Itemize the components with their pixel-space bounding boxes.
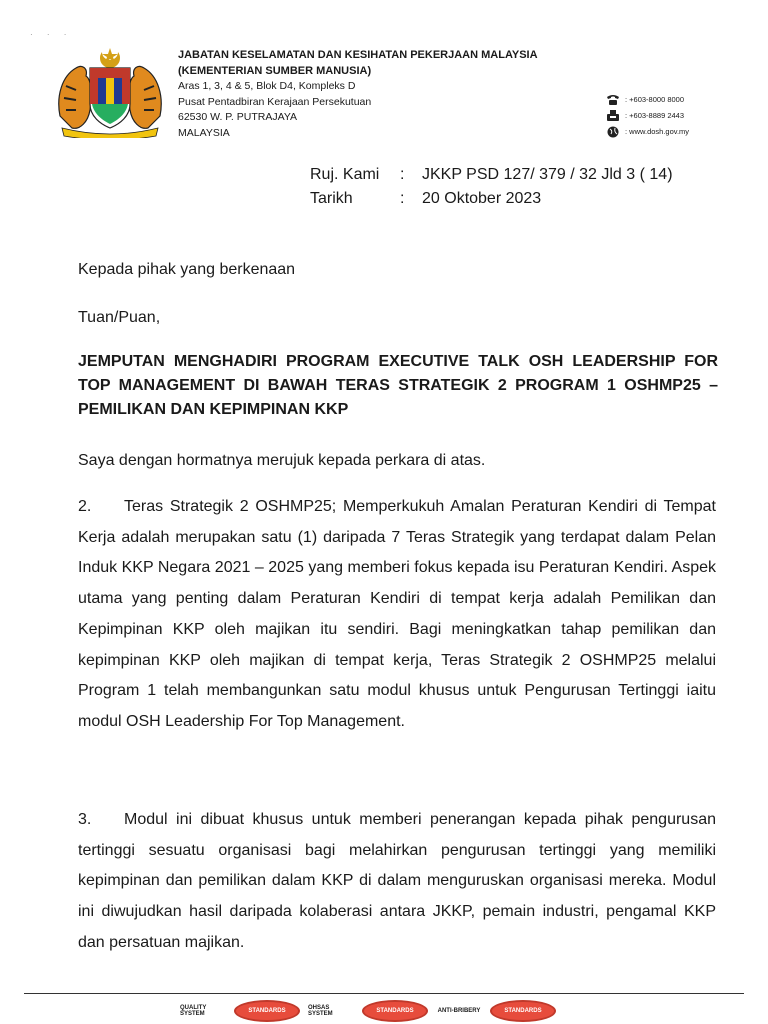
reference-label: Ruj. Kami xyxy=(310,166,380,183)
salutation: Tuan/Puan, xyxy=(78,309,161,326)
reference-number: JKKP PSD 127/ 379 / 32 Jld 3 ( 14) xyxy=(422,166,673,183)
paragraph-number: 3. xyxy=(78,811,92,828)
paragraph-2 xyxy=(78,492,716,738)
intro-paragraph: Saya dengan hormatnya merujuk kepada perkara di atas. xyxy=(78,452,486,469)
footer-divider xyxy=(24,993,744,994)
standards-logo: STANDARDS xyxy=(362,1000,428,1022)
date-row xyxy=(310,187,673,211)
reference-block xyxy=(310,163,673,211)
contact-block xyxy=(606,92,689,140)
scan-specks: · · · xyxy=(30,30,73,39)
paragraph-text: Teras Strategik 2 OSHMP25; Memperkukuh Amalan Peraturan Kendiri di Tempat Kerja adalah merupakan satu (1) daripada 7 Teras Strategik yang terdapat dalam Pelan Induk KKP Negara 2021 – 2025 yang memberi fokus kepada isu Peraturan Kendiri. Aspek utama yang penting dalam Peraturan Kendiri di tempat kerja adalah Pemilikan dan Kepimpinan KKP oleh majikan itu sendiri. Bagi meningkatkan tahap pemilikan dan kepimpinan KKP oleh majikan di tempat kerja, Teras Strategik 2 OSHMP25 melalui Program 1 telah membangunkan satu modul khusus untuk Pengurusan Tertinggi iaitu modul OSH Leadership For Top Management. xyxy=(78,498,716,730)
fax-row xyxy=(606,108,689,124)
address-line: 62530 W. P. PUTRAJAYA xyxy=(178,111,298,124)
paragraph-3 xyxy=(78,805,716,959)
coat-of-arms-logo xyxy=(52,46,168,138)
website: : www.dosh.gov.my xyxy=(625,127,690,136)
telephone-icon xyxy=(606,94,620,106)
address-line: MALAYSIA xyxy=(178,126,230,139)
phone-row xyxy=(606,92,689,108)
letterhead-organization xyxy=(178,48,538,142)
fax-icon xyxy=(606,110,620,122)
certification-logos xyxy=(180,998,556,1024)
globe-icon xyxy=(606,126,620,138)
reference-row xyxy=(310,163,673,187)
web-row xyxy=(606,124,689,140)
colon: : xyxy=(400,190,405,207)
paragraph-text: Modul ini dibuat khusus untuk memberi penerangan kepada pihak pengurusan tertinggi sesuatu organisasi bagi melahirkan pengurusan tertinggi yang memiliki kepimpinan dan pemilikan dalam KKP di dalam menguruskan organisasi mereka. Modul ini diwujudkan hasil daripada kolaberasi antara JKKP, pemain industri, pengamal KKP dan persatuan majikan. xyxy=(78,811,716,951)
ministry-name: (KEMENTERIAN SUMBER MANUSIA) xyxy=(178,64,372,77)
quality-system-logo: QUALITY SYSTEM xyxy=(180,1005,207,1017)
colon: : xyxy=(400,166,405,183)
address-line: Aras 1, 3, 4 & 5, Blok D4, Kompleks D xyxy=(178,80,356,93)
anti-bribery-logo: ANTI-BRIBERY xyxy=(437,1008,481,1014)
letter-subject: JEMPUTAN MENGHADIRI PROGRAM EXECUTIVE TALK OSH LEADERSHIP FOR TOP MANAGEMENT DI BAWAH TERAS STRATEGIK 2 PROGRAM 1 OSHMP25 – PEMILIKAN DAN KEPIMPINAN KKP xyxy=(78,353,718,418)
address-line: Pusat Pentadbiran Kerajaan Persekutuan xyxy=(178,95,372,108)
recipient-line: Kepada pihak yang berkenaan xyxy=(78,261,296,278)
phone-number: : +603-8000 8000 xyxy=(625,95,685,104)
paragraph-number: 2. xyxy=(78,498,92,515)
standards-logo: STANDARDS xyxy=(234,1000,300,1022)
letter-date: 20 Oktober 2023 xyxy=(422,190,542,207)
org-name: JABATAN KESELAMATAN DAN KESIHATAN PEKERJAAN MALAYSIA xyxy=(178,49,538,61)
ohsas-system-logo: OHSAS SYSTEM xyxy=(308,1005,333,1017)
date-label: Tarikh xyxy=(310,190,353,207)
standards-logo: STANDARDS xyxy=(490,1000,556,1022)
fax-number: : +603-8889 2443 xyxy=(625,111,685,120)
